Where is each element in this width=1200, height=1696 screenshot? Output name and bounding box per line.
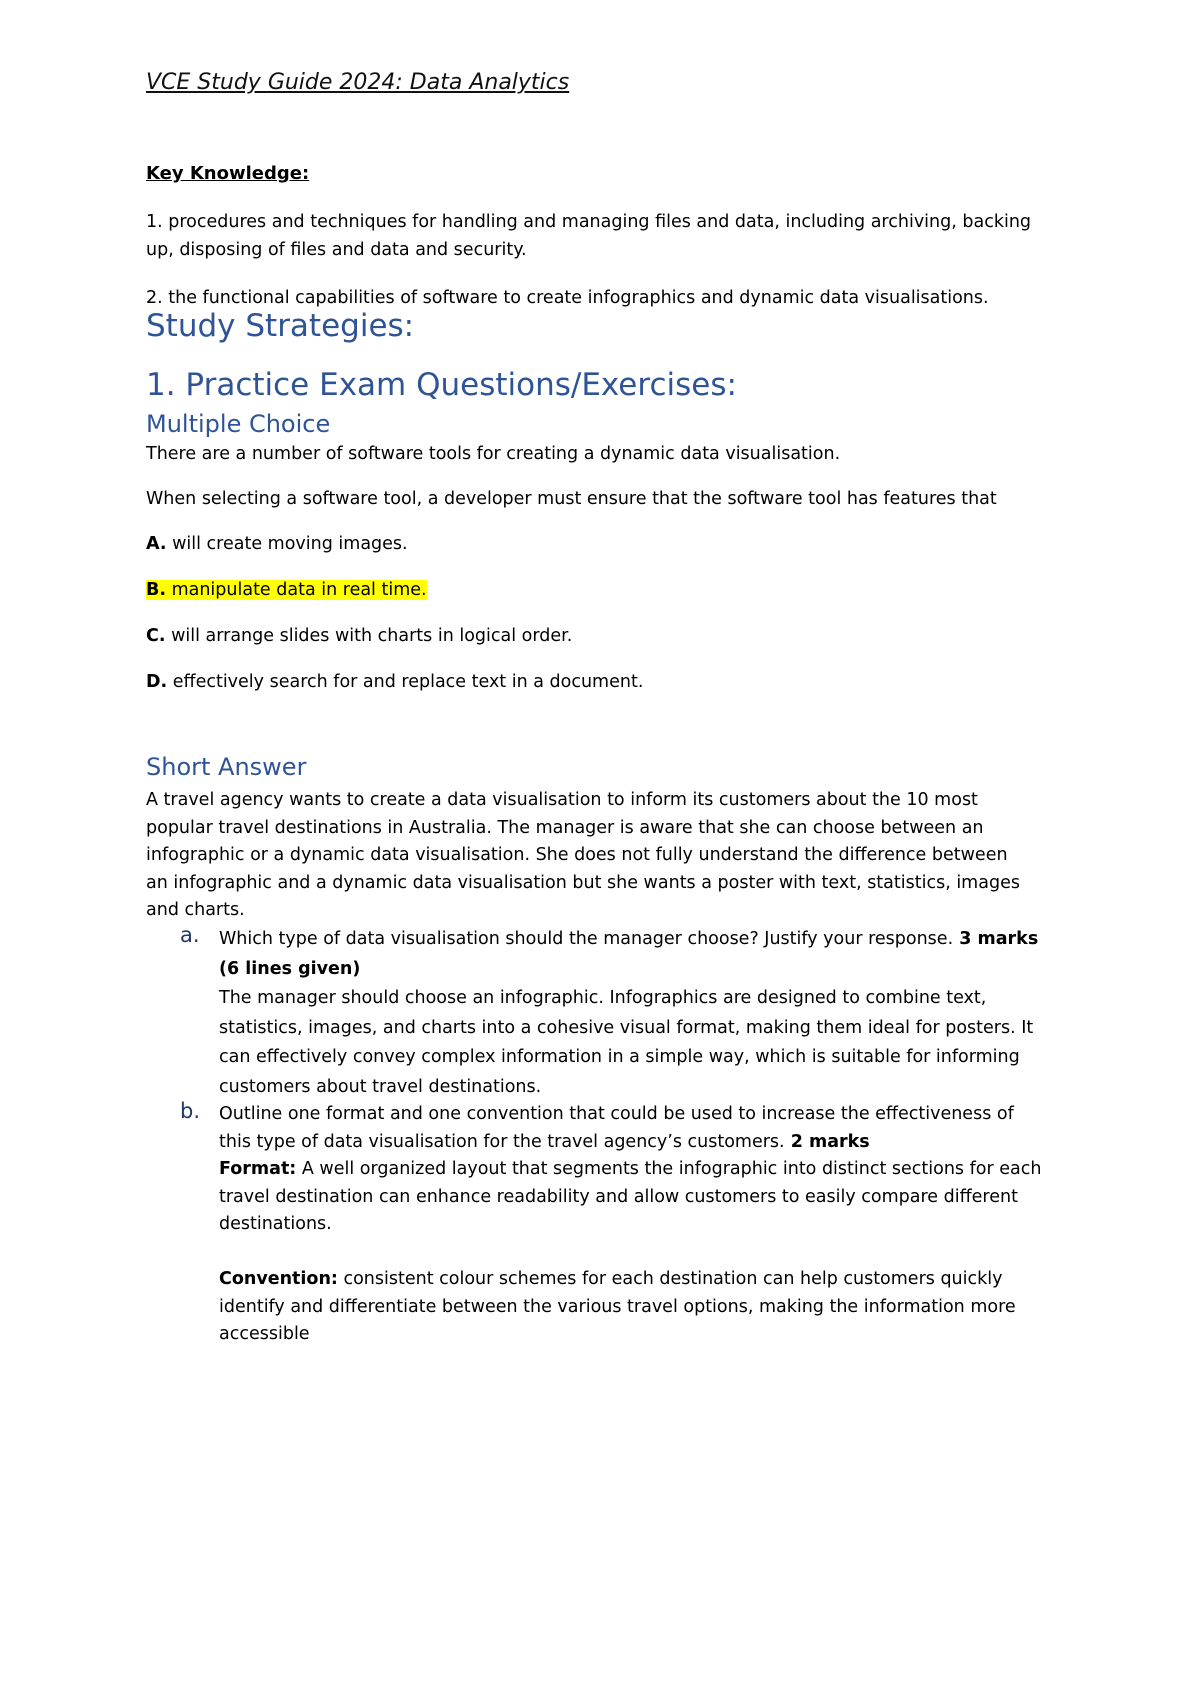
- convention-label: Convention:: [219, 1269, 338, 1289]
- key-knowledge-item-1: [146, 208, 1056, 264]
- convention-line: accessible: [219, 1324, 310, 1344]
- short-answer-heading: Short Answer: [146, 753, 307, 781]
- question-a-answer-line: statistics, images, and charts into a cohesive visual format, making them ideal for posters. It: [219, 1017, 1034, 1038]
- question-b-marker: b.: [180, 1099, 201, 1123]
- question-b-question-line-2: this type of data visualisation for the travel agency’s customers.: [219, 1131, 785, 1152]
- format-line: travel destination can enhance readability and allow customers to easily compare different: [219, 1186, 1018, 1207]
- question-a-marker: a.: [180, 923, 200, 947]
- mc-option-b-letter: B.: [146, 580, 166, 600]
- mc-option-a-letter: A.: [146, 534, 167, 554]
- mc-option-c: [146, 622, 572, 650]
- mc-option-d: [146, 668, 643, 696]
- question-a-prompt: [219, 925, 1069, 955]
- convention-text: consistent colour schemes for each destination can help customers quickly: [337, 1269, 1003, 1289]
- key-knowledge-item-1-line-2: up, disposing of files and data and security.: [146, 240, 527, 260]
- mc-intro: There are a number of software tools for creating a dynamic data visualisation.: [146, 444, 841, 464]
- mc-option-b: [146, 576, 427, 604]
- mc-stem: When selecting a software tool, a developer must ensure that the software tool has features that: [146, 489, 997, 509]
- scenario-line: A travel agency wants to create a data visualisation to inform its customers about the 10 most: [146, 790, 978, 810]
- practice-exam-heading: 1. Practice Exam Questions/Exercises:: [146, 367, 737, 403]
- short-answer-scenario: [146, 787, 1051, 925]
- convention-line: [219, 1266, 1069, 1294]
- key-knowledge-item-1-line-1: 1. procedures and techniques for handling and managing files and data, including archiving, backing: [146, 212, 1032, 232]
- mc-option-b-text: manipulate data in real time.: [166, 580, 427, 600]
- key-knowledge-item-2: 2. the functional capabilities of software to create infographics and dynamic data visualisations.: [146, 288, 989, 308]
- format-line: [219, 1156, 1069, 1184]
- question-a-lines-given: (6 lines given): [219, 958, 361, 979]
- key-knowledge-heading: Key Knowledge:: [146, 163, 310, 184]
- question-a-answer-line: customers about travel destinations.: [219, 1076, 542, 1097]
- spacer: [219, 1239, 1069, 1267]
- multiple-choice-heading: Multiple Choice: [146, 410, 331, 438]
- question-a-answer-line: The manager should choose an infographic. Infographics are designed to combine text,: [219, 988, 987, 1008]
- scenario-line: and charts.: [146, 900, 245, 920]
- mc-option-d-text: effectively search for and replace text in a document.: [167, 672, 644, 692]
- question-a-body: [219, 925, 1069, 1102]
- mc-option-d-letter: D.: [146, 672, 168, 692]
- mc-option-c-text: will arrange slides with charts in logical order.: [165, 626, 573, 646]
- format-line: destinations.: [219, 1214, 332, 1234]
- question-b-body: [219, 1101, 1069, 1349]
- document-title: VCE Study Guide 2024: Data Analytics: [146, 70, 570, 95]
- question-a-answer-line: can effectively convey complex information in a simple way, which is suitable for informing: [219, 1047, 1020, 1067]
- question-b-marks: 2 marks: [784, 1131, 870, 1152]
- format-text: A well organized layout that segments the infographic into distinct sections for each: [296, 1159, 1042, 1179]
- scenario-line: infographic or a dynamic data visualisation. She does not fully understand the difference between: [146, 845, 1008, 865]
- question-a-marks: 3 marks: [953, 929, 1039, 949]
- mc-option-b-highlight: [146, 580, 427, 600]
- format-label: Format:: [219, 1159, 297, 1179]
- question-b-prompt: [219, 1129, 1069, 1157]
- question-b-question-line-1: Outline one format and one convention that could be used to increase the effectiveness of: [219, 1104, 1014, 1124]
- mc-option-a-text: will create moving images.: [166, 534, 408, 554]
- mc-option-c-letter: C.: [146, 626, 166, 646]
- study-strategies-heading: Study Strategies:: [146, 308, 415, 344]
- question-a-question: Which type of data visualisation should the manager choose? Justify your response.: [219, 929, 954, 949]
- scenario-line: popular travel destinations in Australia. The manager is aware that she can choose between an: [146, 817, 984, 838]
- mc-option-a: [146, 530, 408, 558]
- convention-line: identify and differentiate between the various travel options, making the information more: [219, 1296, 1016, 1317]
- scenario-line: an infographic and a dynamic data visualisation but she wants a poster with text, statistics, images: [146, 872, 1020, 893]
